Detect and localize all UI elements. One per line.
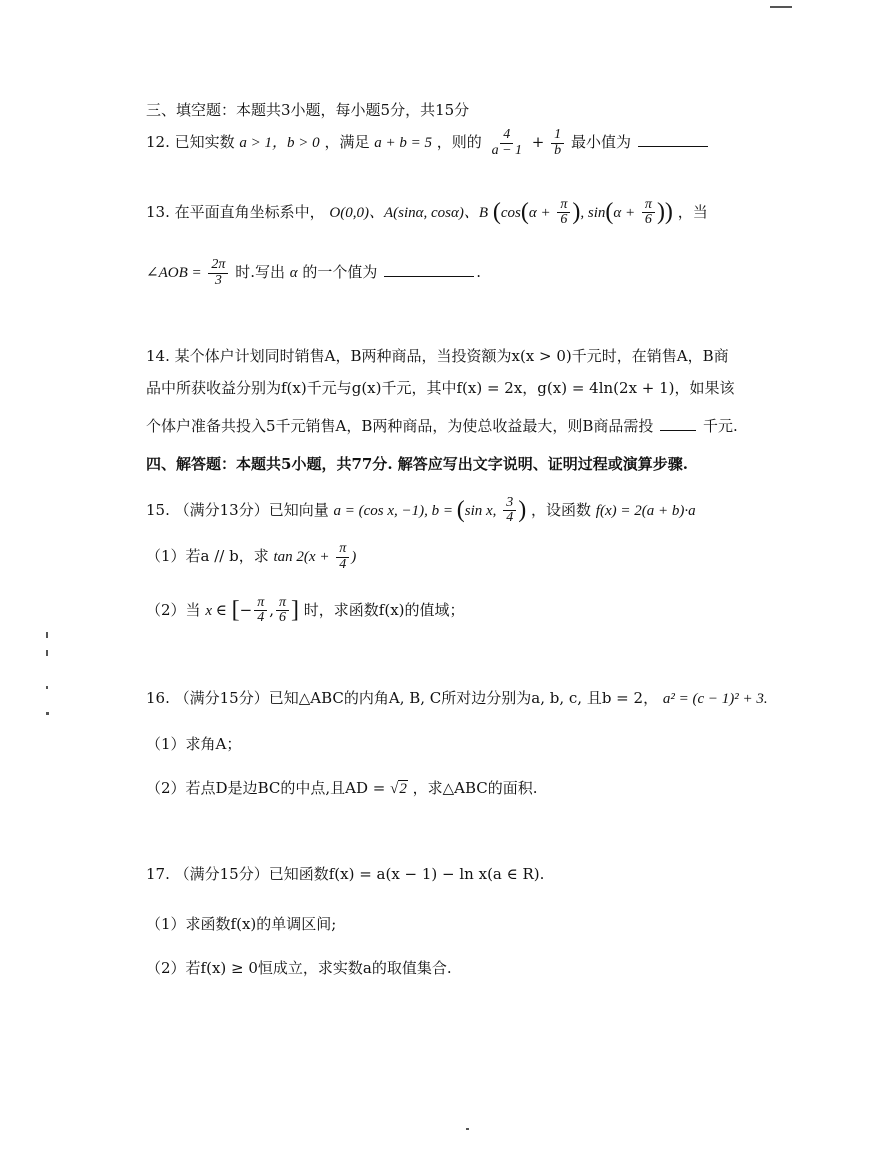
q14-line-3b: 千元.: [703, 417, 738, 435]
q15-vectors: a = (cos x, −1), b =: [333, 502, 457, 519]
q17-part-1: （1）求函数f(x)的单调区间;: [146, 915, 337, 933]
q15-frac-num: 3: [503, 496, 516, 512]
q15-p2-x: x ∈: [205, 602, 227, 619]
q13-pi-den-1: 6: [560, 212, 568, 228]
q15-func: f(x) = 2(a + b)·a: [595, 502, 696, 519]
q12-suffix: 最小值为: [570, 133, 631, 152]
question-13-line2: ∠AOB = $\frac{2\pi}{3}$ 时.写出 α 的一个值为 .: [146, 257, 481, 288]
scan-mark: [466, 1128, 469, 1130]
q15-p2-frac-2: [276, 596, 289, 626]
q12-mid: ，满足: [324, 133, 370, 152]
q12-f2-num: 1: [551, 128, 564, 144]
scan-mark: [46, 712, 49, 715]
q13-sin: , sin: [580, 204, 606, 221]
q16-sqrt-value: 2: [399, 781, 407, 797]
q15-set: ，设函数: [531, 500, 592, 519]
q15-frac-den: 4: [506, 510, 514, 526]
q16-head: 16. （满分15分）已知△ABC的内角A, B, C所对边分别为a, b, c, 且b = 2，: [146, 689, 659, 707]
q13-arg2: α +: [613, 204, 636, 221]
question-12: [146, 128, 852, 158]
q15-p2-d1: 4: [257, 610, 265, 626]
q16-p2-tail: ，求△ABC的面积.: [412, 779, 538, 797]
q13-points: O(0,0)、A(sinα, cosα)、B: [329, 204, 489, 221]
q16-part-2: （2）若点D是边BC的中点,且AD = √2 ，求△ABC的面积.: [146, 779, 538, 797]
q13-ang-num: 2π: [208, 258, 228, 274]
q15-p1-text: （1）若a // b，求: [146, 547, 269, 566]
q14-line-2: 品中所获收益分别为f(x)千元与g(x)千元，其中f(x) = 2x，g(x) = 4ln(2x + 1)，如果该: [146, 379, 735, 397]
q14-answer-blank: [660, 429, 696, 431]
q12-cond1: a > 1，b > 0: [239, 135, 320, 152]
q12-fraction-1: [489, 128, 525, 158]
q13-ask2: 的一个值为: [302, 263, 378, 282]
q15-p2-d2: 6: [279, 610, 286, 626]
q15-p1-den: 4: [339, 556, 347, 572]
q12-f1-num: 4: [500, 128, 513, 144]
q13-cos: cos: [500, 204, 521, 221]
scan-mark: [46, 632, 48, 638]
q14-line-3a: 个体户准备共投入5千元销售A，B两种商品，为使总收益最大，则B商品需投: [146, 417, 654, 435]
question-15: 15. （满分13分）已知向量 a = (cos x, −1), b = (sin x, $\frac{3}{4}$ ) ，设函数 f(x) = 2(a + b)·a: [146, 494, 696, 526]
q13-answer-blank: [384, 275, 474, 277]
q15-p2-tail: 时，求函数f(x)的值域；: [303, 600, 465, 619]
question-13: 13. 在平面直角坐标系中， O(0,0)、A(sinα, cosα)、B (cos(α + $\frac{\pi}{6}$ ), sin(α + $\frac{\pi}{6}$ )) ，当: [146, 196, 708, 228]
q12-plus: +: [531, 133, 545, 152]
scan-mark: [46, 650, 48, 656]
q16-equation: a² = (c − 1)² + 3.: [662, 691, 768, 707]
q13-ang-den: 3: [214, 272, 222, 288]
q15-part-2: （2）当 x ∈ [− $\frac{\pi}{4}$ , $\frac{\pi}{6}$ ] 时，求函数f(x)的值域；: [146, 594, 465, 626]
q13-pi-num-1: π: [557, 198, 570, 214]
q17-part-2: （2）若f(x) ≥ 0恒成立，求实数a的取值集合.: [146, 959, 452, 977]
scan-mark: [770, 6, 792, 8]
q13-pi-den-2: 6: [644, 212, 652, 228]
q15-vec-b: sin x,: [464, 502, 497, 519]
q13-angle: ∠AOB =: [146, 265, 202, 282]
q12-f2-den: b: [554, 142, 562, 158]
q15-frac: [503, 496, 516, 526]
q12-f1-den: a − 1: [491, 142, 523, 158]
q15-p1-num: π: [336, 542, 349, 558]
q15-p2-frac-1: [254, 596, 267, 626]
q13-prefix: 13. 在平面直角坐标系中，: [146, 202, 325, 221]
question-14-line3: [146, 416, 852, 437]
q15-p1-frac: [336, 542, 349, 572]
q13-pi-frac-1: [557, 198, 570, 228]
q13-tail: ，当: [677, 202, 708, 221]
q12-answer-blank: [638, 145, 708, 147]
q15-p2-n1: π: [254, 596, 267, 612]
q15-p1-close: ): [351, 549, 357, 566]
question-16: [146, 688, 852, 710]
q16-part-1: （1）求角A；: [146, 735, 242, 753]
q12-prefix: 12. 已知实数: [146, 133, 235, 152]
section-3-heading: 三、填空题：本题共3小题，每小题5分，共15分: [146, 101, 470, 119]
q13-pi-frac-2: [642, 198, 655, 228]
q15-part-1: [146, 542, 852, 572]
q12-fraction-2: [551, 128, 564, 158]
section-4-heading: 四、解答题：本题共5小题，共77分. 解答应写出文字说明、证明过程或演算步骤.: [146, 455, 688, 473]
q13-pi-num-2: π: [642, 198, 655, 214]
scan-mark: [46, 686, 48, 689]
q15-prefix: 15. （满分13分）已知向量: [146, 500, 329, 519]
q16-p2-text: （2）若点D是边BC的中点,且AD =: [146, 779, 386, 797]
q12-then: ，则的: [436, 133, 482, 152]
q14-line-1: 14. 某个体户计划同时销售A，B两种商品，当投资额为x(x > 0)千元时，在销售A，B商: [146, 347, 729, 365]
q15-p2-text: （2）当: [146, 600, 201, 619]
q15-p1-expr: tan 2(x +: [273, 549, 330, 566]
q13-angle-frac: [208, 258, 228, 288]
q15-p2-n2: π: [276, 596, 289, 612]
q13-var: α: [289, 265, 298, 282]
question-17: 17. （满分15分）已知函数f(x) = a(x − 1) − ln x(a ∈ R).: [146, 865, 545, 883]
q13-arg1: α +: [528, 204, 551, 221]
q13-ask: 时.写出: [235, 263, 285, 282]
q12-cond2: a + b = 5: [374, 135, 432, 152]
